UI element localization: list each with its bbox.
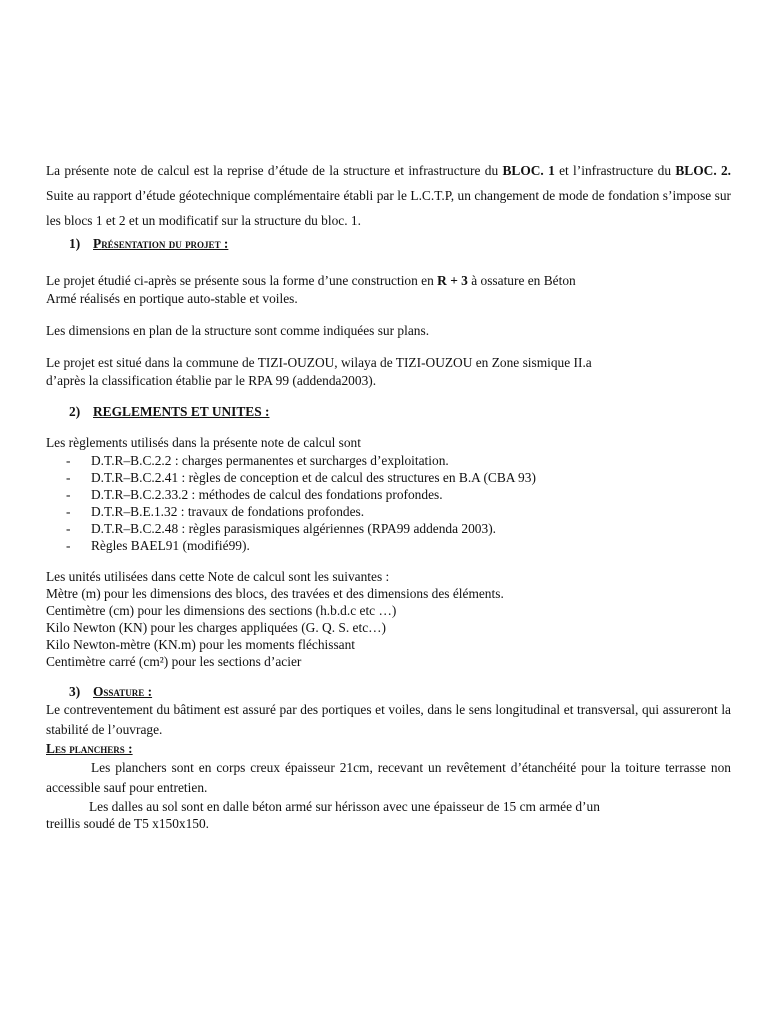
- list-item-text: D.T.R–B.C.2.48 : règles parasismiques algériennes (RPA99 addenda 2003).: [91, 521, 496, 536]
- list-dash: -: [66, 504, 71, 519]
- section-3-title-initial: O: [93, 684, 104, 699]
- intro-text-mid: et l’infrastructure du: [554, 163, 676, 178]
- unit-line: Mètre (m) pour les dimensions des blocs, des travées et des dimensions des éléments.: [46, 586, 504, 601]
- unit-line: Centimètre (cm) pour les dimensions des sections (h.b.d.c etc …): [46, 603, 397, 618]
- list-item: [66, 486, 731, 503]
- list-item-text: D.T.R–B.C.2.41 : règles de conception et de calcul des structures en B.A (CBA 93): [91, 470, 536, 485]
- intro: [46, 158, 731, 233]
- building-height-label: R + 3: [437, 273, 468, 288]
- intro-paragraph-1: [46, 158, 731, 183]
- unit-line: Kilo Newton-mètre (KN.m) pour les moments fléchissant: [46, 637, 356, 652]
- section-1-title-rest: résentation du projet :: [101, 236, 229, 251]
- section-1-number: 1): [69, 236, 81, 251]
- section-3-number: 3): [69, 684, 81, 699]
- units-intro: Les unités utilisées dans cette Note de calcul sont les suivantes :: [46, 569, 390, 584]
- section-1-paragraph-1: [46, 272, 731, 308]
- section-1-title: [93, 236, 228, 252]
- list-item-text: D.T.R–B.C.2.2 : charges permanentes et surcharges d’exploitation.: [91, 453, 449, 468]
- document-page: [46, 158, 731, 832]
- section-3-paragraph-1: Le contreventement du bâtiment est assuré par des portiques et voiles, dans le sens longitudinal et transversal, qui assureront la stabilité de l’ouvrage.: [46, 702, 731, 737]
- bloc1-label: BLOC. 1: [502, 163, 555, 178]
- dalles-paragraph: [46, 798, 731, 832]
- section-1-title-initial: P: [93, 236, 102, 251]
- planchers-rest: es planchers :: [54, 741, 133, 756]
- list-item: [66, 469, 731, 486]
- section-1-p1-text-after: à ossature en Béton: [467, 273, 576, 288]
- section-1-heading: [69, 236, 731, 252]
- list-item: [66, 503, 731, 520]
- planchers-subheading: [46, 740, 731, 758]
- section-2-heading: [69, 404, 731, 420]
- section-1-p1-line1: [46, 272, 731, 290]
- section-3-heading: [69, 684, 731, 700]
- intro-text: La présente note de calcul est la reprise d’étude de la structure et infrastructure du: [46, 163, 503, 178]
- list-dash: -: [66, 487, 71, 502]
- section-1-p1-text: Le projet étudié ci-après se présente sous la forme d’une construction en: [46, 273, 438, 288]
- list-dash: -: [66, 470, 71, 485]
- section-1-p1-line2: Armé réalisés en portique auto-stable et voiles.: [46, 291, 298, 306]
- planchers-paragraph: Les planchers sont en corps creux épaisseur 21cm, recevant un revêtement d’étanchéité pour la toiture terrasse non accessible sauf pour entretien.: [46, 760, 731, 795]
- list-item: [66, 452, 731, 469]
- planchers-initial: L: [46, 741, 55, 756]
- dalles-line2: treillis soudé de T5 x150x150.: [46, 816, 210, 831]
- section-2-number: 2): [69, 404, 81, 419]
- intro-paragraph-2: Suite au rapport d’étude géotechnique complémentaire établi par le L.C.T.P, un changement de mode de fondation s’impose sur les blocs 1 et 2 et un modificatif sur la structure du bloc. 1.: [46, 188, 731, 228]
- list-item-text: Règles BAEL91 (modifié99).: [91, 538, 250, 553]
- list-item: [66, 520, 731, 537]
- section-3-title-rest: ssature :: [103, 684, 153, 699]
- dalles-line1: Les dalles au sol sont en dalle béton armé sur hérisson avec une épaisseur de 15 cm armée d’un: [89, 799, 600, 814]
- list-dash: -: [66, 538, 71, 553]
- section-2-title: REGLEMENTS ET UNITES :: [93, 404, 270, 419]
- units-block: [46, 568, 731, 670]
- section-1-paragraph-2: Les dimensions en plan de la structure sont comme indiquées sur plans.: [46, 323, 430, 338]
- unit-line: Kilo Newton (KN) pour les charges appliquées (G. Q. S. etc…): [46, 620, 387, 635]
- unit-line: Centimètre carré (cm²) pour les sections d’acier: [46, 654, 302, 669]
- rules-list: [46, 452, 731, 554]
- bloc2-label: BLOC. 2.: [675, 163, 732, 178]
- list-item: [66, 537, 731, 554]
- list-item-text: D.T.R–B.C.2.33.2 : méthodes de calcul des fondations profondes.: [91, 487, 443, 502]
- rules-intro: Les règlements utilisés dans la présente note de calcul sont: [46, 435, 361, 450]
- list-dash: -: [66, 521, 71, 536]
- section-1-paragraph-3: [46, 354, 731, 390]
- section-3-title: [93, 684, 152, 700]
- list-dash: -: [66, 453, 71, 468]
- section-1-p3-line1: Le projet est situé dans la commune de TIZI-OUZOU, wilaya de TIZI-OUZOU en Zone sismique II.a: [46, 355, 592, 370]
- section-1-p3-line2: d’après la classification établie par le RPA 99 (addenda2003).: [46, 373, 377, 388]
- list-item-text: D.T.R–B.E.1.32 : travaux de fondations profondes.: [91, 504, 365, 519]
